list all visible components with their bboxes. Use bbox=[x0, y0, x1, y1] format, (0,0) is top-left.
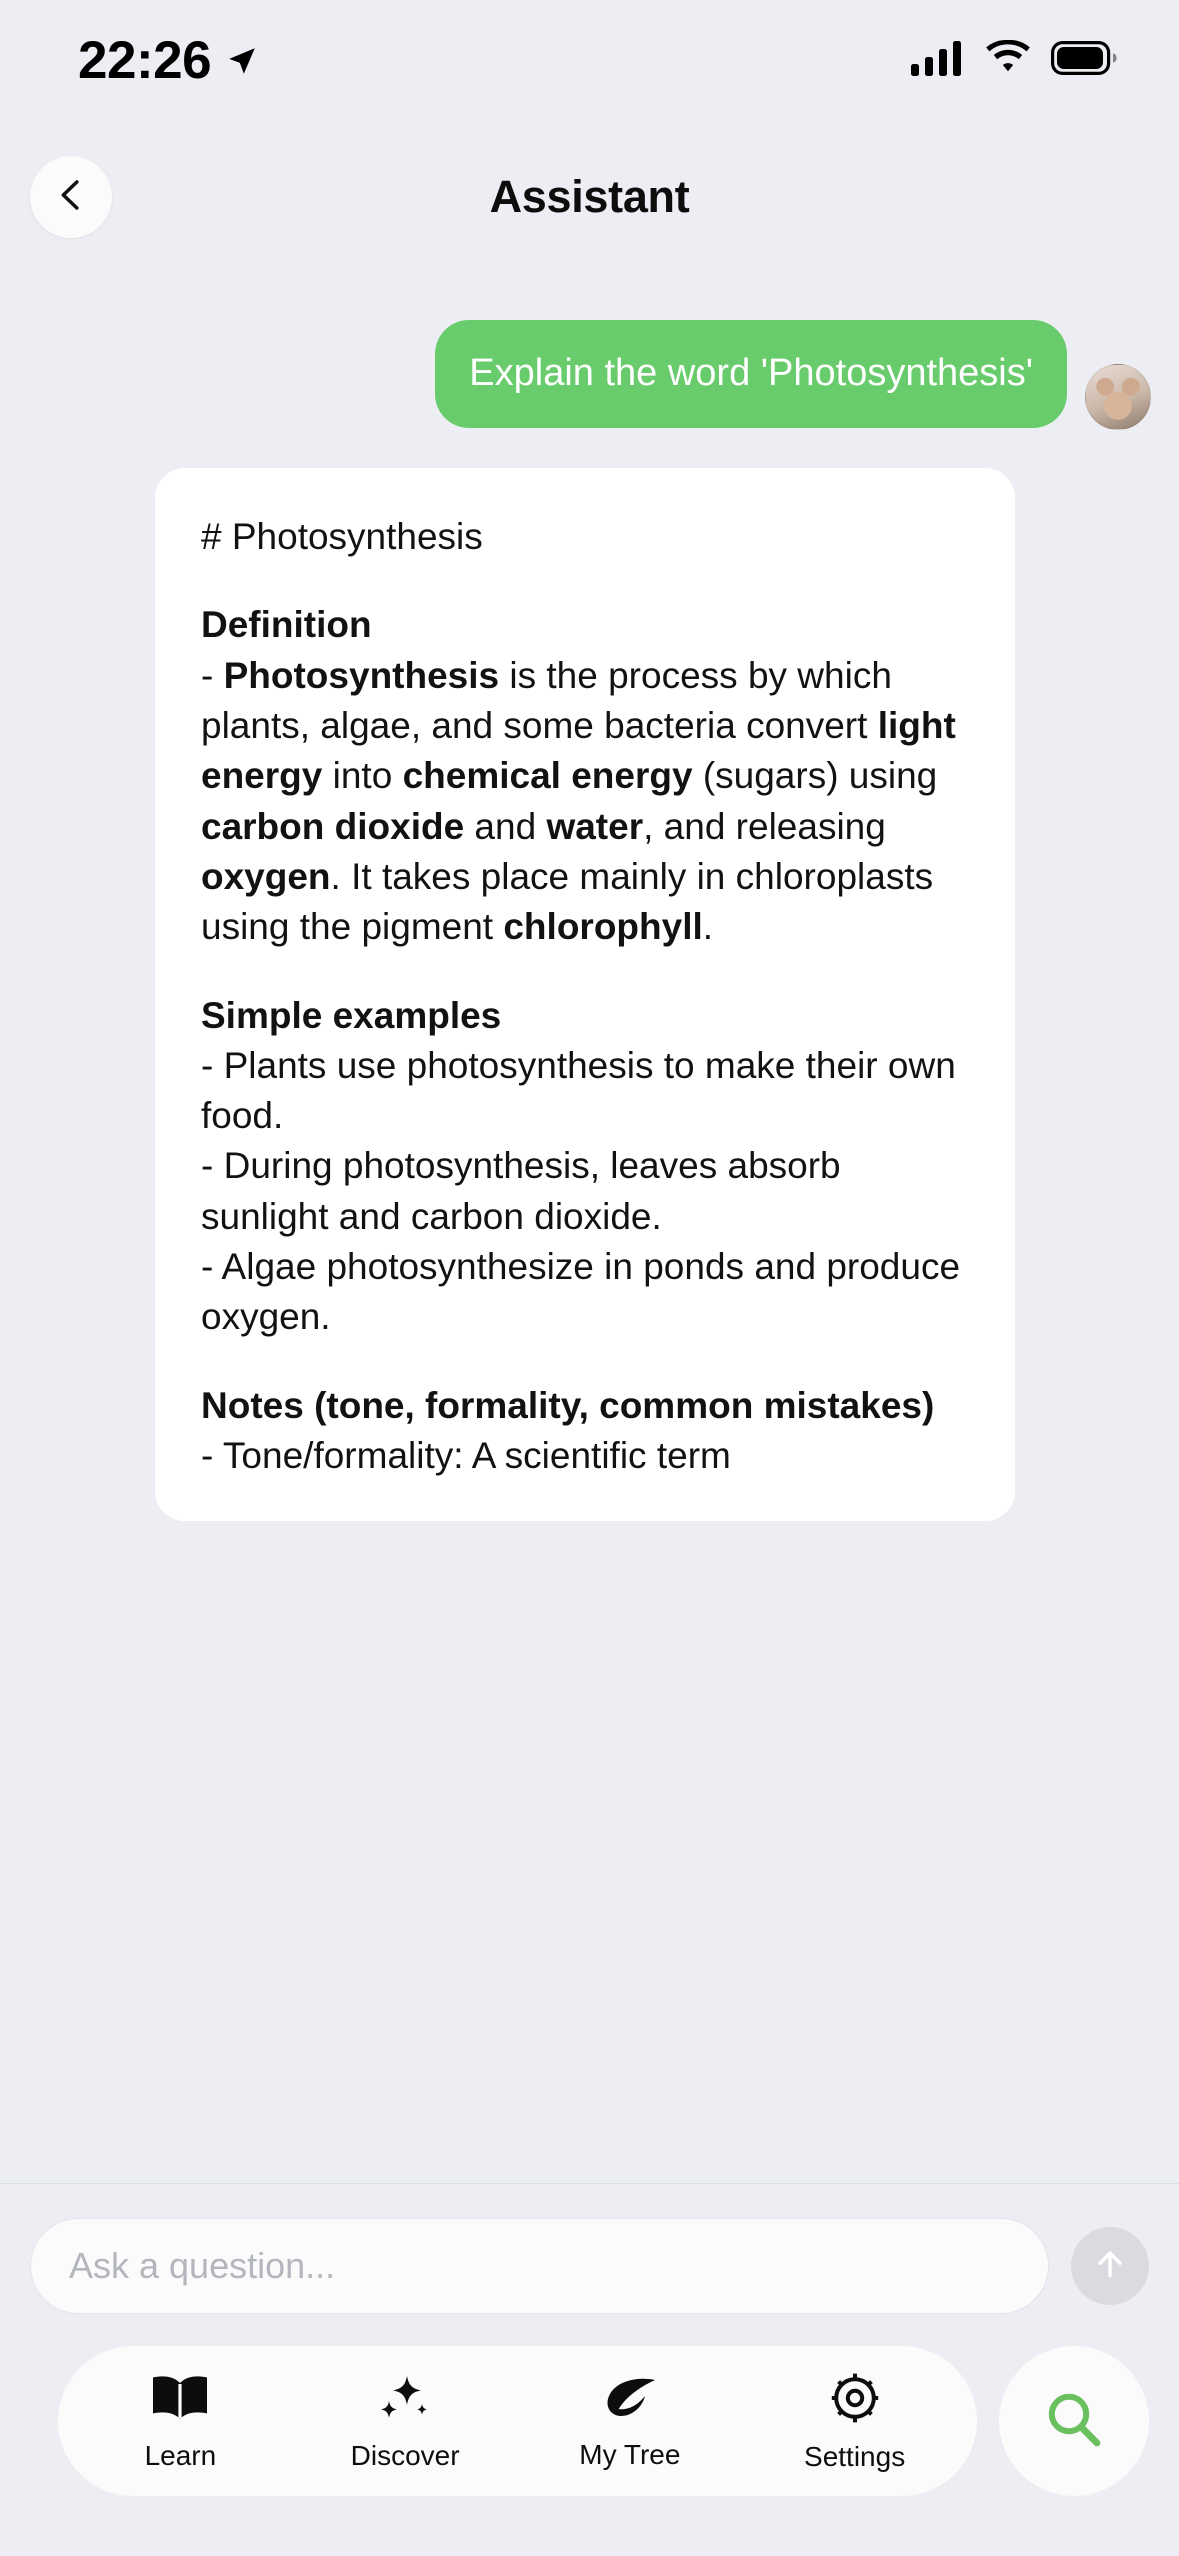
spacer bbox=[201, 953, 969, 991]
user-message-row bbox=[0, 252, 1179, 430]
back-button[interactable] bbox=[30, 156, 112, 238]
bottom-navigation bbox=[0, 2324, 1179, 2556]
notes-line-1: - Tone/formality: A scientific term bbox=[201, 1435, 731, 1476]
status-indicators bbox=[911, 40, 1117, 81]
app-header bbox=[0, 142, 1179, 252]
tabbar bbox=[58, 2346, 977, 2496]
search-button[interactable] bbox=[999, 2346, 1149, 2496]
section-heading-examples bbox=[201, 991, 969, 1041]
notes-heading-text: Notes (tone, formality, common mistakes) bbox=[201, 1384, 935, 1426]
example-line-3: - Algae photosynthesize in ponds and produce oxygen. bbox=[201, 1246, 961, 1338]
tab-label-my-tree: My Tree bbox=[579, 2438, 681, 2470]
wifi-icon bbox=[983, 40, 1033, 81]
tab-my-tree[interactable] bbox=[555, 2372, 705, 2471]
user-message-bubble: Explain the word 'Photosynthesis' bbox=[435, 320, 1067, 428]
example-line-1: - Plants use photosynthesis to make their own food. bbox=[201, 1044, 956, 1137]
ask-question-placeholder: Ask a question... bbox=[69, 2245, 336, 2286]
spacer bbox=[201, 1343, 969, 1381]
search-input-wrapper[interactable] bbox=[30, 2218, 1049, 2314]
status-time: 22:26 bbox=[78, 30, 212, 90]
cellular-bars-icon bbox=[911, 40, 965, 81]
spacer bbox=[201, 562, 969, 600]
status-time-group bbox=[78, 30, 259, 91]
examples-heading-text: Simple examples bbox=[201, 994, 502, 1036]
example-line-2: - During photosynthesis, leaves absorb sunlight and carbon dioxide. bbox=[201, 1145, 841, 1237]
section-heading-notes bbox=[201, 1381, 969, 1431]
assistant-title: # Photosynthesis bbox=[201, 516, 483, 557]
search-icon bbox=[1042, 2387, 1106, 2456]
chevron-left-icon bbox=[51, 175, 91, 220]
arrow-up-icon bbox=[1090, 2244, 1130, 2289]
open-book-icon bbox=[147, 2371, 213, 2430]
gear-icon bbox=[824, 2370, 886, 2431]
chat-scroll-area[interactable] bbox=[0, 252, 1179, 2183]
tab-settings[interactable] bbox=[780, 2370, 930, 2473]
tab-learn[interactable] bbox=[105, 2371, 255, 2472]
sparkles-icon bbox=[375, 2371, 435, 2430]
tab-label-discover: Discover bbox=[350, 2439, 460, 2471]
avatar bbox=[1085, 364, 1151, 430]
composer-bar bbox=[0, 2183, 1179, 2324]
definition-body: - Photosynthesis is the process by which plants, algae, and some bacteria convert light energy into chemical energy (sugars) using carbon dioxide and water, and releasing oxygen. It takes place mainly in chloroplasts using the pigment chlorophyll. bbox=[201, 654, 956, 948]
page-title: Assistant bbox=[489, 171, 690, 222]
send-button[interactable] bbox=[1071, 2227, 1149, 2305]
tab-discover[interactable] bbox=[330, 2371, 480, 2472]
battery-icon bbox=[1051, 41, 1117, 80]
tab-label-settings: Settings bbox=[804, 2440, 906, 2472]
assistant-message-card bbox=[155, 468, 1015, 1521]
section-heading-definition bbox=[201, 600, 969, 650]
leaf-icon bbox=[599, 2372, 661, 2429]
location-arrow-icon bbox=[225, 30, 259, 91]
definition-heading-text: Definition bbox=[201, 604, 372, 646]
status-bar bbox=[0, 0, 1179, 120]
tab-label-learn: Learn bbox=[144, 2439, 217, 2471]
